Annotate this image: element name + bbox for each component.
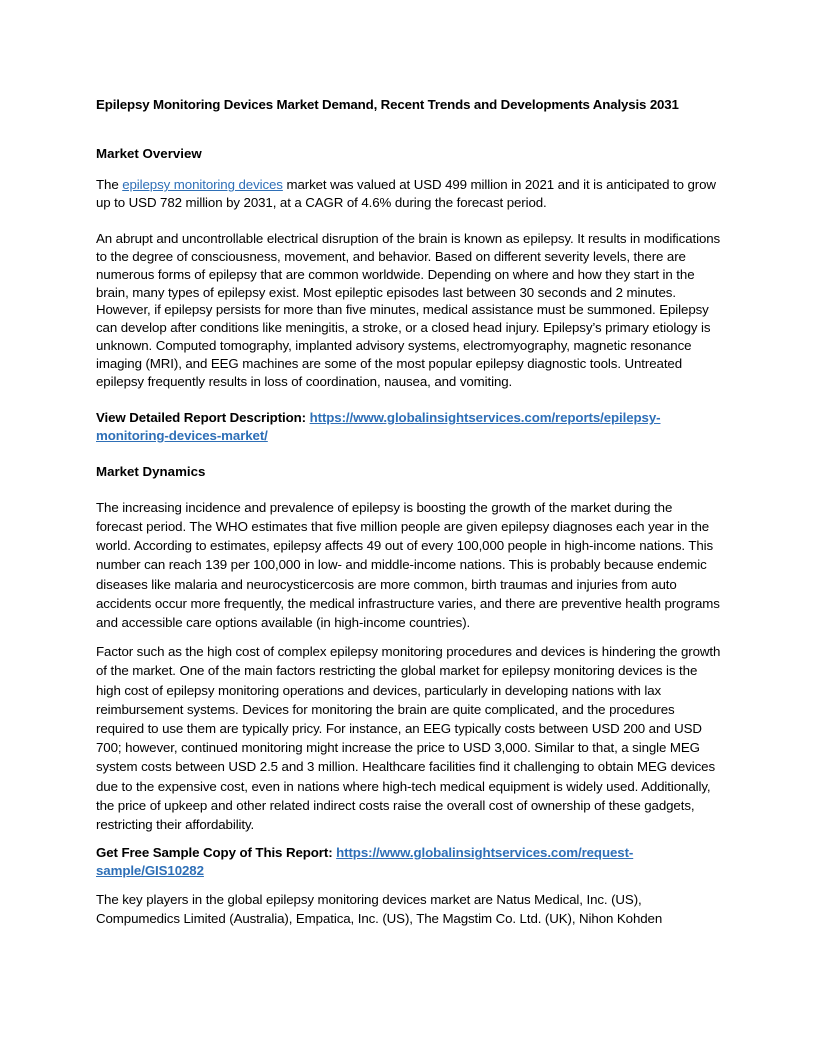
document-title: Epilepsy Monitoring Devices Market Demand, Recent Trends and Developments Analysis 2031 [96, 97, 679, 112]
sample-copy-label: Get Free Sample Copy of This Report: [96, 845, 337, 861]
overview-p1-text-end: market was valued at USD 499 million in 2021 and it is anticipated to grow up to USD 782 million by 2031, at a CAGR of 4.6% during the forecast period. [96, 177, 716, 210]
overview-paragraph-1 [96, 176, 722, 212]
overview-paragraph-2: An abrupt and uncontrollable electrical disruption of the brain is known as epilepsy. It results in modifications to the degree of consciousness, movement, and behavior. Based on different severity levels, there are numerous forms of epilepsy that are common worldwide. Depending on where and how they start in the brain, many types of epilepsy exist. Most epileptic episodes last between 30 seconds and 2 minutes. However, if epilepsy persists for more than five minutes, medical assistance must be summoned. Epilepsy can develop after conditions like meningitis, a stroke, or a closed head injury. Epilepsy’s primary etiology is unknown. Computed tomography, implanted advisory systems, electromyography, magnetic resonance imaging (MRI), and EEG machines are some of the most popular epilepsy diagnostic tools. Untreated epilepsy frequently results in loss of coordination, nausea, and vomiting. [96, 230, 721, 390]
sample-copy-line [96, 844, 722, 880]
report-description-label: View Detailed Report Description: [96, 409, 310, 425]
report-description-link[interactable]: https://www.globalinsightservices.com/reports/epilepsy-monitoring-devices-market/ [96, 409, 661, 443]
market-dynamics-heading: Market Dynamics [96, 463, 206, 479]
sample-copy-link[interactable]: https://www.globalinsightservices.com/request-sample/GIS10282 [96, 845, 634, 879]
overview-p1-text-start: The [96, 177, 123, 192]
market-overview-heading: Market Overview [96, 146, 202, 161]
document-page [96, 96, 722, 928]
dynamics-paragraph-2: Factor such as the high cost of complex epilepsy monitoring procedures and devices is hindering the growth of the market. One of the main factors restricting the global market for epilepsy monitoring devices is the high cost of epilepsy monitoring operations and devices, particularly in developing nations with lax reimbursement systems. Devices for monitoring the brain are quite complicated, and the procedures required to use them are typically pricy. For instance, an EEG typically costs between USD 200 and USD 700; however, continued monitoring might increase the price to USD 3,000. Similar to that, a single MEG system costs between USD 2.5 and 3 million. Healthcare facilities find it challenging to obtain MEG devices due to the expensive cost, even in nations where high-tech medical equipment is widely used. Additionally, the price of upkeep and other related indirect costs raise the overall cost of ownership of these gadgets, restricting their affordability. [96, 644, 721, 833]
dynamics-paragraph-1: The increasing incidence and prevalence of epilepsy is boosting the growth of the market during the forecast period. The WHO estimates that five million people are given epilepsy diagnoses each year in the world. According to estimates, epilepsy affects 49 out of every 100,000 people in high-income nations. This number can reach 139 per 100,000 in low- and middle-income nations. This is probably because endemic diseases like malaria and neurocysticercosis are more common, birth traumas and injuries from auto accidents occur more frequently, the medical infrastructure varies, and there are preventive health programs and accessible care options available (in high-income countries). [96, 499, 720, 630]
epilepsy-monitoring-devices-link[interactable]: epilepsy monitoring devices [122, 177, 283, 192]
key-players-paragraph: The key players in the global epilepsy monitoring devices market are Natus Medical, Inc. (US), Compumedics Limited (Australia), Empatica, Inc. (US), The Magstim Co. Ltd. (UK), Nihon Kohden [96, 892, 663, 927]
report-description-line [96, 409, 722, 445]
